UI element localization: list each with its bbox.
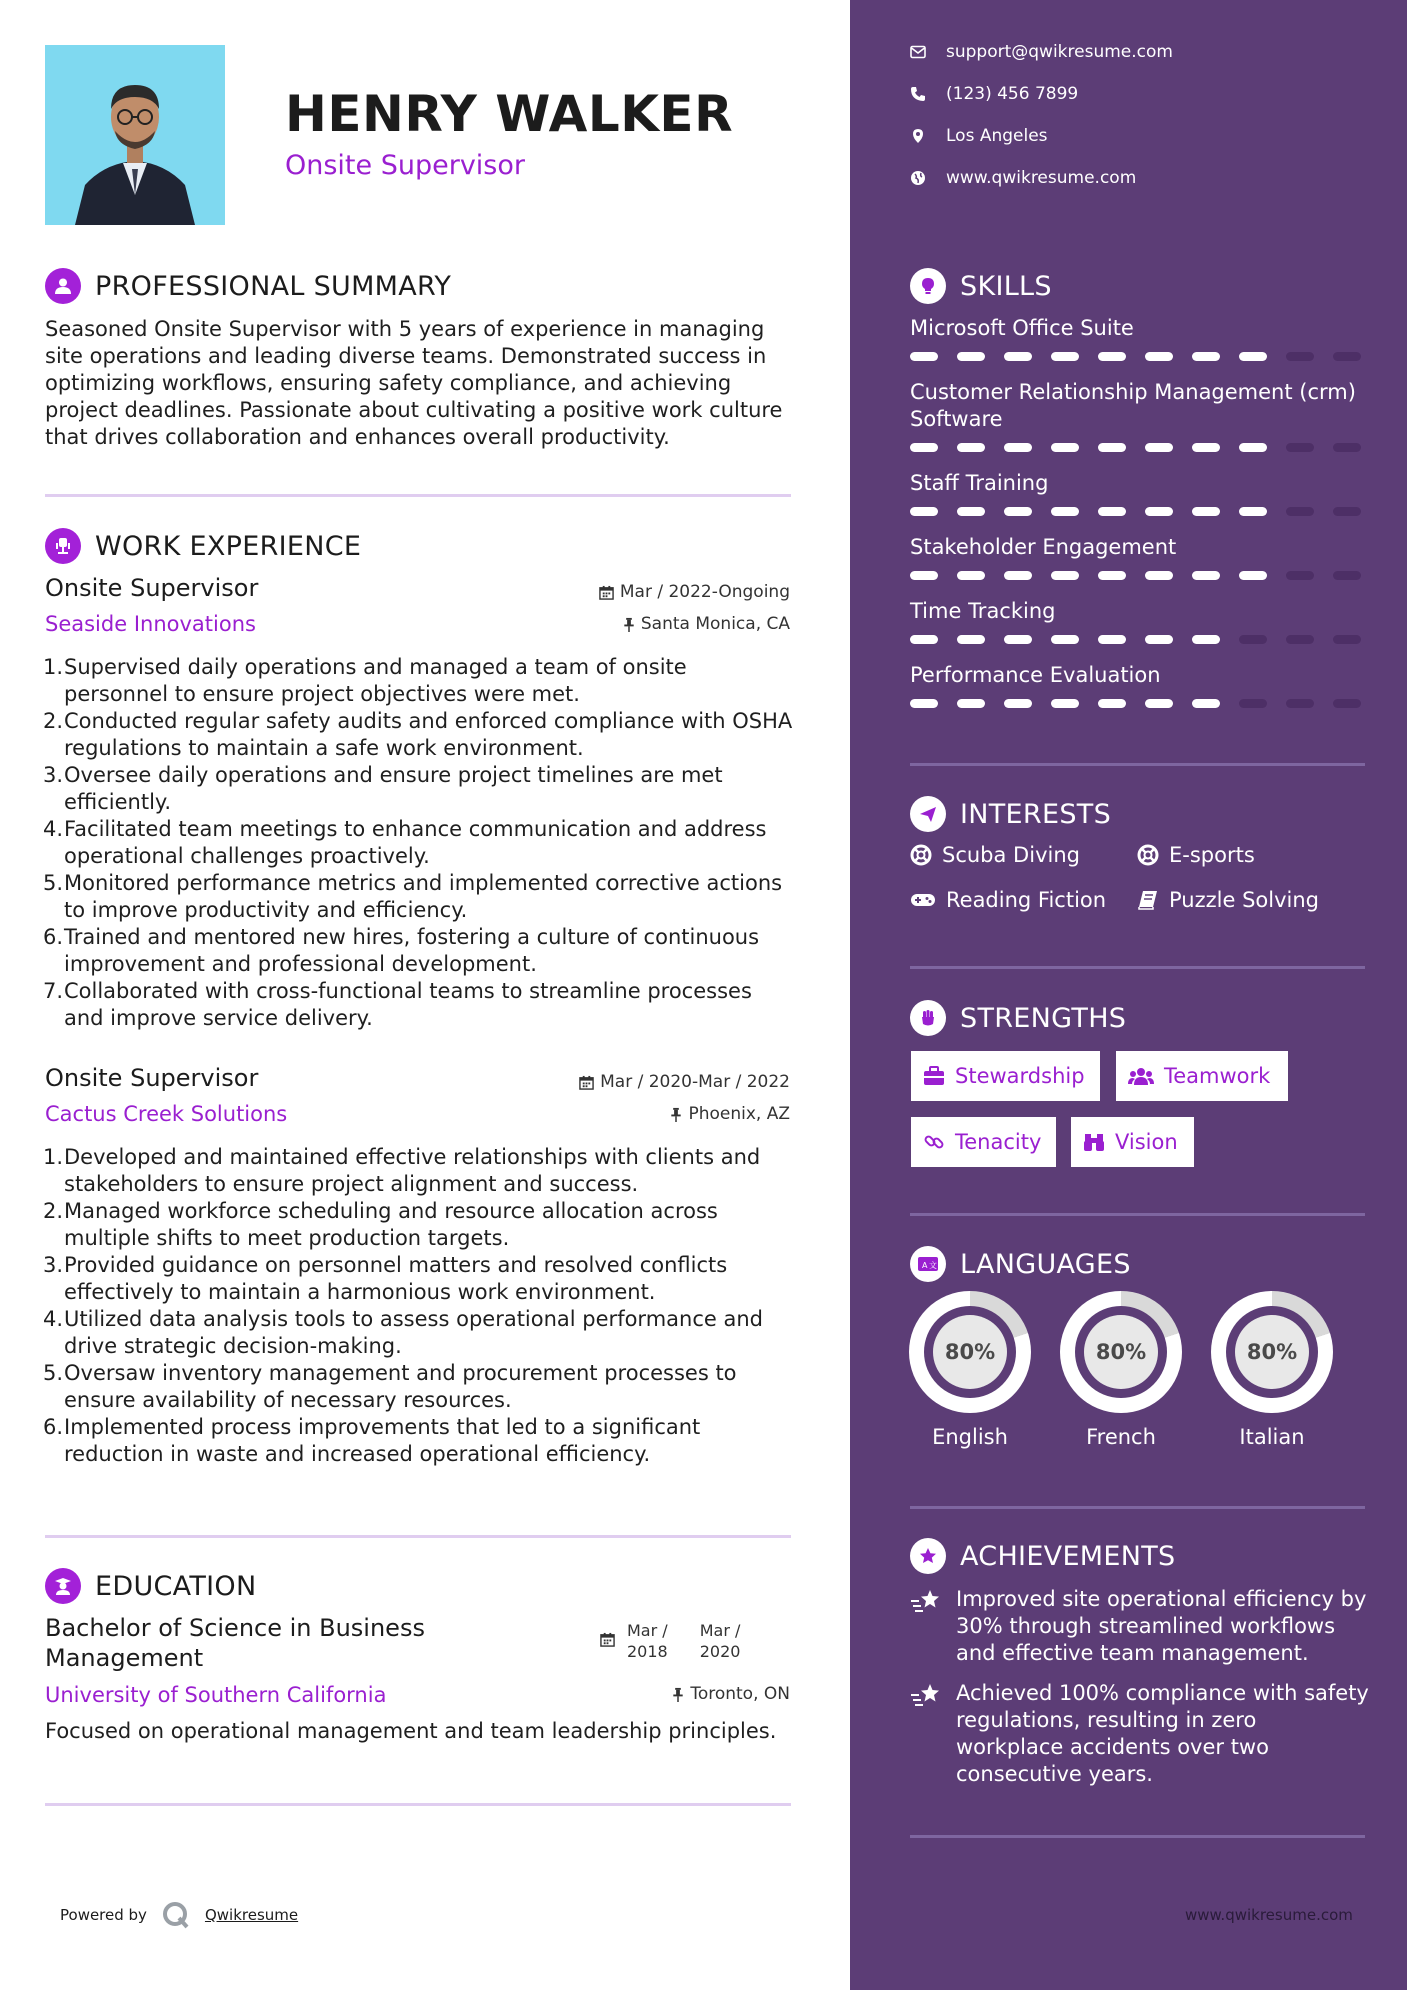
skill-level-dot xyxy=(1145,635,1173,644)
candidate-name: HENRY WALKER xyxy=(285,85,734,143)
paper-plane-icon xyxy=(910,796,946,832)
skill-level-dot xyxy=(1286,571,1314,580)
skill-level-dot xyxy=(1333,699,1361,708)
summary-text: Seasoned Onsite Supervisor with 5 years of experience in managing site operations and leading diverse teams. Demonstrated success in optimizing workflows, ensuring safety compliance, and achieving project deadlines. Passionate about cultivating a positive work culture that drives collaboration and enhances overall productivity. xyxy=(45,317,783,449)
footer-website[interactable]: www.qwikresume.com xyxy=(1185,1906,1353,1924)
footer-powered xyxy=(60,1900,298,1930)
job-dates xyxy=(579,1072,790,1092)
skill-level-dot xyxy=(1192,635,1220,644)
skill-level-dot xyxy=(1286,635,1314,644)
contact-email[interactable]: support@qwikresume.com xyxy=(910,42,1173,62)
skill-item xyxy=(910,598,1370,644)
list-item: 3. Oversee daily operations and ensure project timelines are met efficiently. xyxy=(43,763,723,814)
skill-item xyxy=(910,662,1370,708)
skill-level-dot xyxy=(1051,699,1079,708)
skill-item xyxy=(910,315,1370,361)
skill-level-dots xyxy=(910,443,1370,452)
lightbulb-icon xyxy=(910,268,946,304)
list-item: 6. Trained and mentored new hires, fostering a culture of continuous improvement and professional development. xyxy=(43,925,760,976)
skill-level-dot xyxy=(1239,443,1267,452)
list-item: 7. Collaborated with cross-functional teams to streamline processes and improve service delivery. xyxy=(43,979,752,1030)
skill-level-dot xyxy=(1333,507,1361,516)
candidate-role: Onsite Supervisor xyxy=(285,150,525,181)
section-divider xyxy=(45,494,791,497)
skill-level-dot xyxy=(910,699,938,708)
skill-level-dot xyxy=(1145,352,1173,361)
list-item: 5. Monitored performance metrics and implemented corrective actions to improve productivity and efficiency. xyxy=(43,871,783,922)
skill-level-dot xyxy=(1051,571,1079,580)
mail-icon xyxy=(910,45,926,59)
school-name: University of Southern California xyxy=(45,1683,387,1707)
pin-icon xyxy=(670,1107,682,1122)
language-ring: 80% xyxy=(1211,1291,1333,1413)
education-location-text: Toronto, ON xyxy=(690,1684,790,1704)
skill-level-dots xyxy=(910,571,1370,580)
skill-item xyxy=(910,534,1370,580)
sidebar-divider xyxy=(910,966,1365,969)
contact-location: Los Angeles xyxy=(910,126,1048,146)
interest-item: Puzzle Solving xyxy=(1137,888,1319,912)
skill-level-dot xyxy=(1098,699,1126,708)
skill-level-dot xyxy=(1333,635,1361,644)
job-title: Onsite Supervisor xyxy=(45,574,259,602)
list-item: 4. Facilitated team meetings to enhance communication and address operational challenges proactively. xyxy=(43,817,767,868)
language-name: English xyxy=(932,1425,1008,1449)
skill-name: Staff Training xyxy=(910,471,1049,495)
fist-icon xyxy=(910,1000,946,1036)
job-bullets xyxy=(45,654,795,1032)
list-item: 2. Conducted regular safety audits and enforced compliance with OSHA regulations to maintain a safe work environment. xyxy=(43,709,793,760)
powered-by-text: Powered by xyxy=(60,1906,147,1924)
skill-level-dot xyxy=(1145,699,1173,708)
skill-level-dot xyxy=(1239,699,1267,708)
skill-level-dot xyxy=(1145,443,1173,452)
section-divider xyxy=(45,1535,791,1538)
skill-level-dot xyxy=(957,352,985,361)
graduate-icon xyxy=(45,1568,81,1604)
interest-item: E-sports xyxy=(1137,843,1255,867)
skill-level-dot xyxy=(957,507,985,516)
skill-level-dot xyxy=(1051,635,1079,644)
achievements-title: ACHIEVEMENTS xyxy=(960,1540,1176,1572)
lifebuoy-icon xyxy=(910,844,932,866)
skill-level-dot xyxy=(1051,352,1079,361)
language-name: Italian xyxy=(1239,1425,1305,1449)
skill-level-dot xyxy=(1333,443,1361,452)
map-marker-icon xyxy=(910,128,926,144)
book-icon xyxy=(1137,890,1159,910)
skill-level-dot xyxy=(1286,699,1314,708)
strengths-title: STRENGTHS xyxy=(960,1002,1127,1034)
strengths-heading xyxy=(910,1000,1126,1036)
list-item: 4. Utilized data analysis tools to assess operational performance and drive strategic decision-making. xyxy=(43,1307,763,1358)
skill-level-dot xyxy=(1192,571,1220,580)
star-badge-icon xyxy=(910,1538,946,1574)
language-name: French xyxy=(1086,1425,1156,1449)
profile-photo xyxy=(45,45,225,225)
language-icon xyxy=(910,1246,946,1282)
summary-title: PROFESSIONAL SUMMARY xyxy=(95,270,452,302)
list-item: 5. Oversaw inventory management and procurement processes to ensure availability of necessary resources. xyxy=(43,1361,737,1412)
skill-level-dot xyxy=(1004,352,1032,361)
skill-item xyxy=(910,379,1370,452)
skill-level-dots xyxy=(910,352,1370,361)
skill-level-dot xyxy=(1333,571,1361,580)
skill-name: Stakeholder Engagement xyxy=(910,535,1177,559)
interests-heading xyxy=(910,796,1111,832)
pin-icon xyxy=(623,617,635,632)
edu-end-month: Mar / xyxy=(699,1621,741,1640)
skill-level-dot xyxy=(1192,699,1220,708)
skill-level-dot xyxy=(910,635,938,644)
languages-heading xyxy=(910,1246,1131,1282)
section-divider xyxy=(45,1803,791,1806)
skill-level-dots xyxy=(910,507,1370,516)
summary-heading xyxy=(45,268,451,304)
skill-level-dot xyxy=(1004,507,1032,516)
skill-level-dots xyxy=(910,635,1370,644)
skill-level-dot xyxy=(910,507,938,516)
chair-icon xyxy=(45,528,81,564)
skills-heading xyxy=(910,268,1052,304)
strength-tag: Vision xyxy=(1071,1117,1194,1167)
shooting-star-icon xyxy=(910,1588,944,1614)
gamepad-icon xyxy=(910,891,936,909)
job-bullets xyxy=(45,1144,795,1468)
job-company: Seaside Innovations xyxy=(45,612,256,636)
skill-name: Customer Relationship Management (crm) Software xyxy=(910,380,1356,431)
calendar-icon xyxy=(579,1075,594,1090)
skill-level-dot xyxy=(1051,507,1079,516)
contact-phone[interactable]: (123) 456 7899 xyxy=(910,84,1078,104)
globe-icon xyxy=(910,170,926,186)
achievements-heading xyxy=(910,1538,1176,1574)
skill-level-dot xyxy=(1192,507,1220,516)
skill-level-dot xyxy=(910,571,938,580)
edu-end-year: 2020 xyxy=(699,1642,741,1661)
job-dates xyxy=(599,582,790,602)
contact-website[interactable]: www.qwikresume.com xyxy=(910,168,1136,188)
skill-level-dot xyxy=(910,443,938,452)
job-location xyxy=(623,614,790,634)
skill-level-dot xyxy=(957,571,985,580)
skill-item xyxy=(910,470,1370,516)
education-heading xyxy=(45,1568,256,1604)
skill-level-dot xyxy=(1051,443,1079,452)
skill-level-dot xyxy=(1286,352,1314,361)
education-location xyxy=(672,1684,790,1704)
skill-level-dot xyxy=(1333,352,1361,361)
list-item: 1. Developed and maintained effective relationships with clients and stakeholders to ensure project alignment and success. xyxy=(43,1145,761,1196)
job-title: Onsite Supervisor xyxy=(45,1064,259,1092)
skill-level-dot xyxy=(910,352,938,361)
job-location-text: Santa Monica, CA xyxy=(640,614,790,634)
education-title: EDUCATION xyxy=(95,1570,257,1602)
skill-level-dots xyxy=(910,699,1370,708)
skill-level-dot xyxy=(957,699,985,708)
edu-start-month: Mar / xyxy=(627,1621,668,1640)
skill-level-dot xyxy=(1192,443,1220,452)
skill-level-dot xyxy=(1239,635,1267,644)
job-dates-text: Mar / 2020-Mar / 2022 xyxy=(600,1072,790,1092)
skill-level-dot xyxy=(1239,571,1267,580)
education-dates xyxy=(600,1620,740,1662)
skill-level-dot xyxy=(1098,635,1126,644)
strength-tag: Teamwork xyxy=(1116,1051,1288,1101)
achievement-item: Improved site operational efficiency by 30% through streamlined workflows and effective team management. xyxy=(910,1586,1370,1667)
skill-level-dot xyxy=(957,635,985,644)
calendar-icon xyxy=(600,1632,615,1647)
strength-tag: Tenacity xyxy=(911,1117,1056,1167)
interests-title: INTERESTS xyxy=(960,798,1112,830)
pin-icon xyxy=(672,1687,684,1702)
qwikresume-logo-icon xyxy=(161,1900,191,1930)
skill-level-dot xyxy=(1192,352,1220,361)
list-item: 2. Managed workforce scheduling and resource allocation across multiple shifts to meet production targets. xyxy=(43,1199,718,1250)
skills-title: SKILLS xyxy=(960,270,1052,302)
skill-level-dot xyxy=(1004,635,1032,644)
skill-level-dot xyxy=(1098,507,1126,516)
link-icon xyxy=(923,1131,945,1153)
language-ring: 80% xyxy=(909,1291,1031,1413)
skill-level-dot xyxy=(1286,507,1314,516)
briefcase-icon xyxy=(923,1066,945,1086)
lifebuoy-icon xyxy=(1137,844,1159,866)
education-description: Focused on operational management and team leadership principles. xyxy=(45,1719,777,1743)
sidebar-divider xyxy=(910,1835,1365,1838)
job-location xyxy=(670,1104,790,1124)
job-dates-text: Mar / 2022-Ongoing xyxy=(619,582,790,602)
sidebar-divider xyxy=(910,1506,1365,1509)
degree-title: Bachelor of Science in Business Management xyxy=(45,1614,425,1672)
list-item: 3. Provided guidance on personnel matters and resolved conflicts effectively to maintain a harmonious work environment. xyxy=(43,1253,728,1304)
job-location-text: Phoenix, AZ xyxy=(688,1104,790,1124)
calendar-icon xyxy=(599,585,614,600)
list-item: 1. Supervised daily operations and managed a team of onsite personnel to ensure project objectives were met. xyxy=(43,655,687,706)
skill-level-dot xyxy=(1004,443,1032,452)
experience-title: WORK EXPERIENCE xyxy=(95,530,362,562)
achievement-item: Achieved 100% compliance with safety regulations, resulting in zero workplace accidents over two consecutive years. xyxy=(910,1680,1370,1788)
skill-level-dot xyxy=(957,443,985,452)
interest-item: Reading Fiction xyxy=(910,888,1106,912)
skill-level-dot xyxy=(1239,507,1267,516)
skill-level-dot xyxy=(1145,571,1173,580)
skill-name: Microsoft Office Suite xyxy=(910,316,1134,340)
skill-level-dot xyxy=(1286,443,1314,452)
language-ring: 80% xyxy=(1060,1291,1182,1413)
shooting-star-icon xyxy=(910,1682,944,1708)
edu-start-year: 2018 xyxy=(627,1642,668,1661)
skill-level-dot xyxy=(1239,352,1267,361)
job-company: Cactus Creek Solutions xyxy=(45,1102,288,1126)
skills-list xyxy=(910,315,1370,726)
skill-level-dot xyxy=(1098,352,1126,361)
sidebar-divider xyxy=(910,763,1365,766)
list-item: 6. Implemented process improvements that led to a significant reduction in waste and increased operational efficiency. xyxy=(43,1415,701,1466)
skill-level-dot xyxy=(1145,507,1173,516)
users-icon xyxy=(1128,1066,1154,1086)
user-icon xyxy=(45,268,81,304)
qwikresume-link[interactable]: Qwikresume xyxy=(204,1906,299,1924)
phone-icon xyxy=(910,86,926,102)
experience-heading xyxy=(45,528,361,564)
svg-text:文: 文 xyxy=(929,1261,937,1270)
binoculars-icon xyxy=(1083,1132,1105,1152)
skill-name: Performance Evaluation xyxy=(910,663,1161,687)
skill-level-dot xyxy=(1004,699,1032,708)
skill-level-dot xyxy=(1004,571,1032,580)
interest-item: Scuba Diving xyxy=(910,843,1080,867)
sidebar-divider xyxy=(910,1213,1365,1216)
svg-text:A: A xyxy=(922,1261,928,1270)
languages-title: LANGUAGES xyxy=(960,1248,1131,1280)
skill-level-dot xyxy=(1098,571,1126,580)
skill-level-dot xyxy=(1098,443,1126,452)
skill-name: Time Tracking xyxy=(910,599,1056,623)
strength-tag: Stewardship xyxy=(911,1051,1100,1101)
